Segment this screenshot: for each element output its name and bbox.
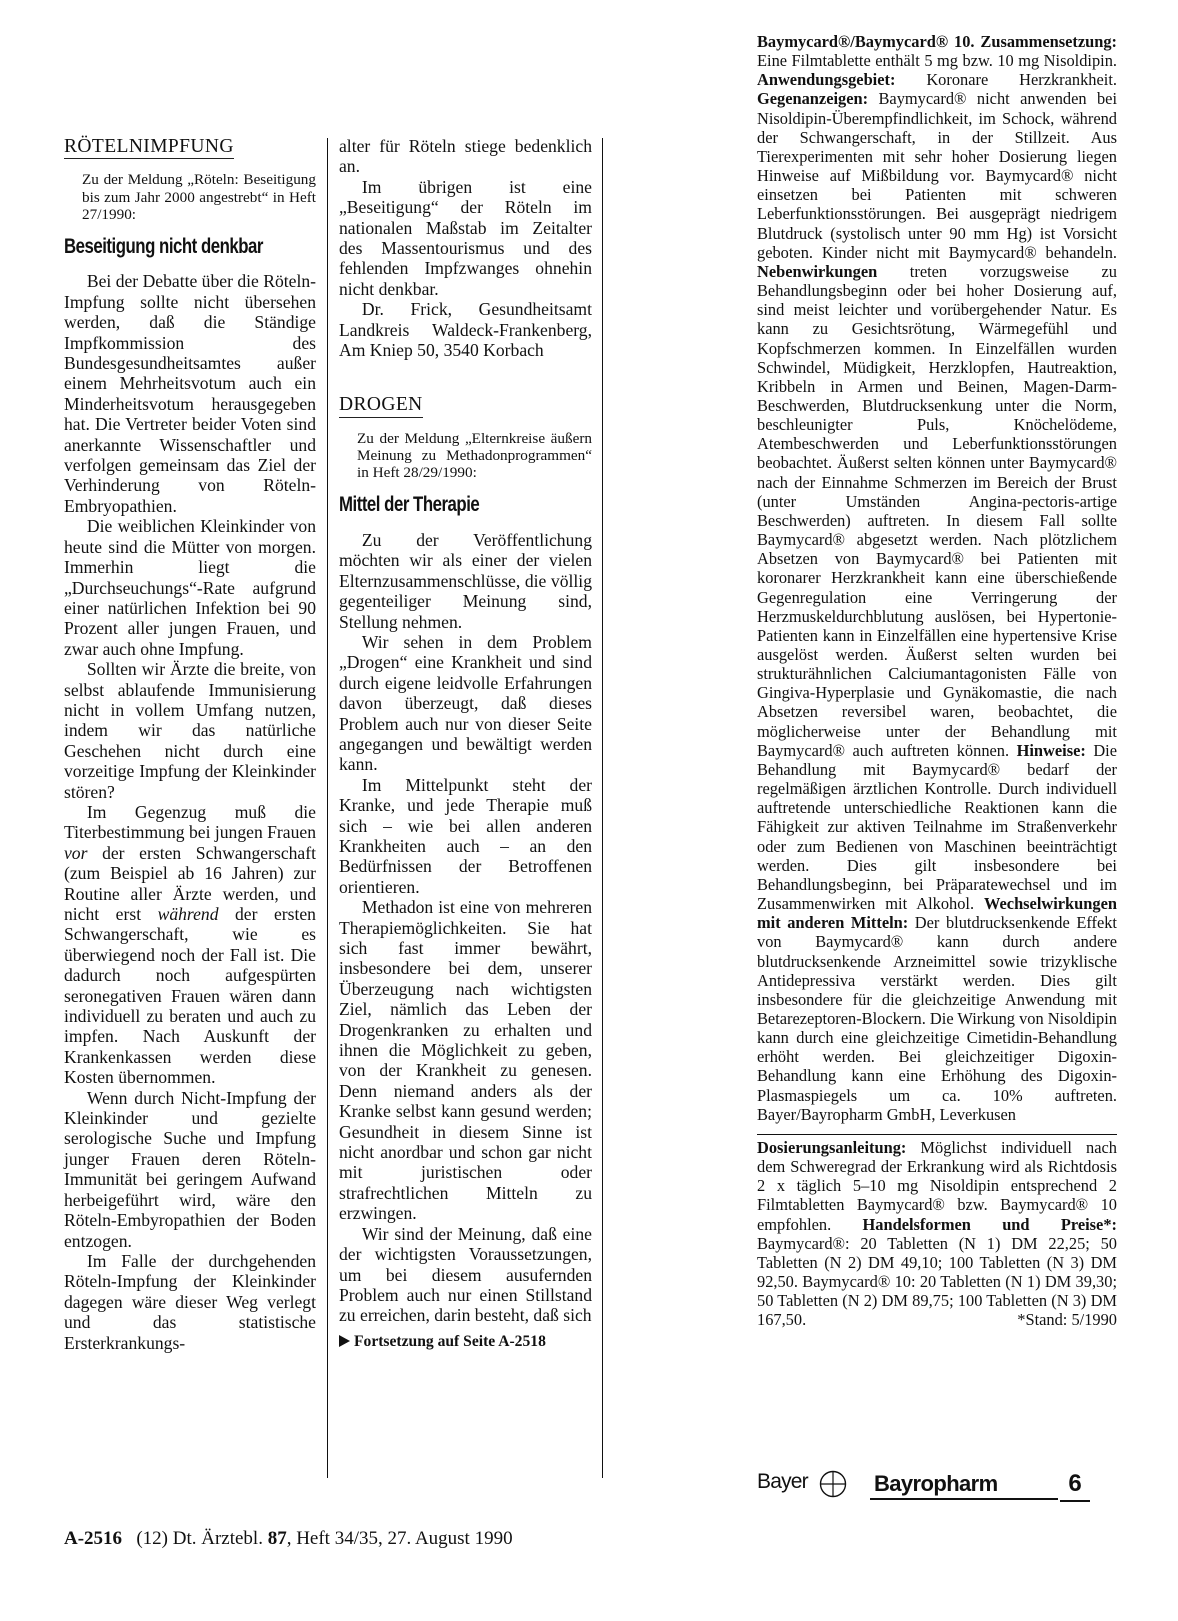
- paragraph: Die weiblichen Kleinkinder von heute sind die Mütter von morgen. Immerhin liegt die „Durchseuchungs“-Rate aufgrund einer natürlichen Infektion bei 90 Prozent aller jungen Frauen, und zwar auch ohne Impfung.: [64, 516, 316, 659]
- letter-column-2: [339, 136, 592, 1352]
- rubric-drogen: DROGEN: [339, 395, 423, 417]
- divider: [757, 1134, 1117, 1135]
- paragraph: Wir sehen in dem Problem „Drogen“ eine Krankheit und sind durch eigene leidvolle Erfahrungen davon überzeugt, daß dieses Problem auch nur von dieser Seite angegangen und bewältigt werden kann.: [339, 631, 592, 775]
- emphasis: während: [157, 904, 219, 925]
- continuation-note: Fortsetzung auf Seite A-2518: [339, 1332, 592, 1352]
- rubric-roetelnimpfung: RÖTELNIMPFUNG: [64, 137, 234, 159]
- volume: 87: [267, 1528, 287, 1549]
- price-date: *Stand: 5/1990: [1017, 1310, 1117, 1330]
- paragraph: Bei der Debatte über die Röteln-Impfung sollte nicht übersehen werden, daß die Ständige Impfkommission des Bundesgesundheitsamtes außer einem Mehrheitsvotum auch ein Minderheitsvotum herausgegeben hat. Die Vertreter beider Voten sind anerkannte Wissenschaftler und verfolgen gemeinsam das Ziel der Verhinderung von Röteln-Embryopathien.: [64, 271, 316, 516]
- column-rule: [327, 138, 328, 1478]
- letter-column-1: [64, 136, 316, 1353]
- column-rule: [602, 138, 603, 1478]
- paragraph: Wenn durch Nicht-Impfung der Kleinkinder und gezielte serologische Suche und Impfung junger Frauen deren Röteln-Immunität bei geringem Aufwand herbeigeführt wird, wäre den Röteln-Embyropathien der Boden entzogen.: [64, 1087, 316, 1251]
- ad-dosage-info: Dosierungsanleitung: Möglichst individuell nach dem Schweregrad der Erkrankung wird als Richtdosis 2 x täglich 5–10 mg Nisoldipin entsprechend 2 Filmtabletten Baymycard® bzw. Baymycard® 10 empfohlen. Handelsformen und Preise*: Baymycard®: 20 Tabletten (N 1) DM 22,25; 50 Tabletten (N 2) DM 49,10; 100 Tabletten (N 3) DM 92,50. Baymycard® 10: 20 Tabletten (N 1) DM 39,30; 50 Tabletten (N 2) DM 89,75; 100 Tabletten (N 3) DM 167,50. *Stand: 5/1990: [757, 1137, 1117, 1330]
- arrow-right-icon: [339, 1335, 350, 1347]
- page-number: A-2516: [64, 1528, 123, 1549]
- letter-intro: Zu der Meldung „Elternkreise äußern Meinung zu Methadonprogrammen“ in Heft 28/29/1990:: [357, 429, 592, 482]
- paragraph: alter für Röteln stiege bedenklich an.: [339, 136, 592, 177]
- author-signature: Dr. Frick, Gesundheitsamt Landkreis Waldeck-Frankenberg, Am Kniep 50, 3540 Korbach: [339, 299, 592, 361]
- paragraph: Sollten wir Ärzte die breite, von selbst ablaufende Immunisierung nicht in vollem Umfang nutzen, indem wir das natürliche Geschehen nicht durch eine vorzeitige Impfung der Kleinkinder stören?: [64, 659, 316, 802]
- page-footer: A-2516 (12) Dt. Ärztebl. 87, Heft 34/35, 27. August 1990: [64, 1528, 513, 1549]
- bayropharm-logo: Bayropharm: [870, 1468, 1058, 1500]
- letter-headline: Mittel der Therapie: [339, 493, 480, 517]
- ad-prescribing-info: Baymycard®/Baymycard® 10. Zusammensetzung: Eine Filmtablette enthält 5 mg bzw. 10 mg Nisoldipin. Anwendungsgebiet: Koronare Herzkrankheit. Gegenanzeigen: Baymycard® nicht anwenden bei Nisoldipin-Überempfindlichkeit, im Schock, während der Schwangerschaft, in der Stillzeit. Aus Tierexperimenten mit sehr hoher Dosierung liegen Hinweise auf Mißbildung vor. Baymycard® nicht einsetzen bei Patienten mit schweren Leberfunktionsstörungen. Bei ausgeprägt niedrigem Blutdruck (systolisch unter 90 mm Hg) ist Vorsicht geboten. Kinder nicht mit Baymycard® behandeln. Nebenwirkungen treten vorzugsweise zu Behandlungsbeginn oder bei hoher Dosierung auf, sind meist leichter und vorübergehender Natur. Es kann zu Gesichtsrötung, Wärmegefühl und Kopfschmerzen kommen. In Einzelfällen wurden Schwindel, Müdigkeit, Herzklopfen, Hautreaktion, Kribbeln in Armen und Beinen, Magen-Darm-Beschwerden, Blutdrucksenkung unter die Norm, beschleunigter Puls, Knöchelödeme, Atembeschwerden und Leberfunktionsstörungen beobachtet. Äußerst selten können unter Baymycard® nach der Einnahme Schmerzen im Bereich der Brust (unter Umständen Angina-pectoris-artige Beschwerden) auftreten. In diesem Fall sollte Baymycard® abgesetzt werden. Nach plötzlichem Absetzen von Baymycard® bei Patienten mit koronarer Herzkrankheit kann eine überschießende Gegenregulation eine Verringerung der Herzmuskeldurchblutung auslösen, bei Hypertonie-Patienten kann in Einzelfällen eine hypertensive Krise ausgelöst werden. Äußerst selten wurden bei strukturähnlichen Calciumantagonisten Fälle von Gingiva-Hyperplasie und Gynäkomastie, die nach Absetzen reversibel waren, beobachtet, die möglicherweise unter der Behandlung mit Baymycard® auch auftreten können. Hinweise: Die Behandlung mit Baymycard® bedarf der regelmäßigen ärztlichen Kontrolle. Durch individuell auftretende unterschiedliche Reaktionen kann die Fähigkeit zur aktiven Teilnahme im Straßenverkehr oder zum Bedienen von Maschinen beeinträchtigt werden. Dies gilt insbesondere bei Behandlungsbeginn, bei Präparatewechsel und im Zusammenwirken mit Alkohol. Wechselwirkungen mit anderen Mitteln: Der blutdrucksenkende Effekt von Baymycard® kann durch andere blutdrucksenkende Arzneimittel sowie trizyklische Antidepressiva verstärkt werden. Dies gilt insbesondere für die gleichzeitige Anwendung mit Betarezeptoren-Blockern. Die Wirkung von Nisoldipin kann durch eine gleichzeitige Cimetidin-Behandlung erhöht werden. Bei gleichzeitiger Digoxin-Behandlung kann eine Erhöhung des Digoxin-Plasmaspiegels um ca. 10% auftreten. Bayer/Bayropharm GmbH, Leverkusen: [757, 32, 1117, 1124]
- paragraph: Im Falle der durchgehenden Röteln-Impfung der Kleinkinder dagegen wäre dieser Weg verlegt und das statistische Ersterkrankungs-: [64, 1250, 316, 1353]
- paragraph: Zu der Veröffentlichung möchten wir als einer der vielen Elternzusammenschlüsse, die völlig gegenteiliger Meinung sind, Stellung nehmen.: [339, 529, 592, 632]
- emphasis: vor: [64, 842, 88, 863]
- letter-intro: Zu der Meldung „Röteln: Beseitigung bis zum Jahr 2000 angestrebt“ in Heft 27/1990:: [82, 171, 316, 223]
- letter-headline: Beseitigung nicht denkbar: [64, 235, 263, 259]
- bayer-logo: Bayer: [757, 1470, 808, 1493]
- drug-advertisement: [757, 32, 1117, 1329]
- paragraph: Im Gegenzug muß die Titerbestimmung bei jungen Frauen vor der ersten Schwangerschaft (zum Beispiel ab 16 Jahren) zur Routine aller Ärzte werden, und nicht erst während der ersten Schwangerschaft, wie es überwiegend noch der Fall ist. Die dadurch noch aufgespürten seronegativen Frauen wären dann individuell zu beraten und auch zu impfen. Nach Auskunft der Krankenkassen werden diese Kosten übernommen.: [64, 801, 316, 1088]
- bayer-cross-icon: [819, 1470, 847, 1498]
- paragraph: Wir sind der Meinung, daß eine der wichtigsten Voraussetzungen, um bei diesem ausufernden Problem auch nur einen Stillstand zu erreichen, darin besteht, daß sich: [339, 1223, 592, 1326]
- logo-bar: [757, 1468, 1117, 1504]
- paragraph: Im übrigen ist eine „Beseitigung“ der Röteln im nationalen Maßstab im Zeitalter des Massentourismus und des fehlenden Impfzwanges ohnehin nicht denkbar.: [339, 176, 592, 299]
- company-emblem: 6: [1060, 1468, 1090, 1502]
- paragraph: Im Mittelpunkt steht der Kranke, und jede Therapie muß sich – wie bei allen anderen Krankheiten auch – an den Bedürfnissen der Betroffenen orientieren.: [339, 774, 592, 897]
- paragraph: Methadon ist eine von mehreren Therapiemöglichkeiten. Sie hat sich fast immer bewährt, insbesondere bei dem, unserer Überzeugung nach wichtigsten Ziel, nämlich das Leben der Drogenkranken zu erhalten und ihnen die Möglichkeit zu geben, von der Krankheit zu genesen. Denn niemand anders als der Kranke selbst kann gesund werden; Gesundheit in diesem Sinne ist nicht anordbar und schon gar nicht mit juristischen oder strafrechtlichen Mitteln zu erzwingen.: [339, 897, 592, 1224]
